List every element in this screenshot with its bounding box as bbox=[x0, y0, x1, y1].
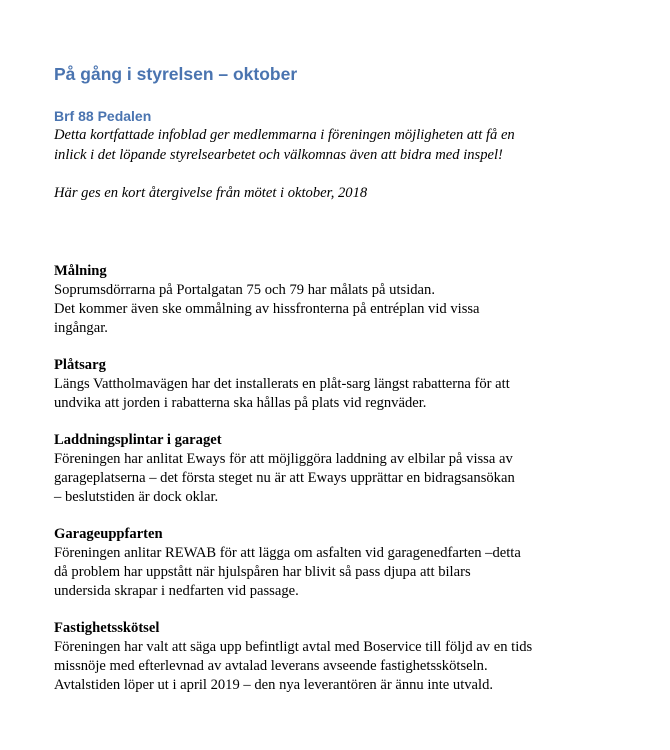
section-heading: Garageuppfarten bbox=[54, 525, 163, 542]
section-heading: Laddningsplintar i garaget bbox=[54, 431, 222, 448]
section-heading: Målning bbox=[54, 262, 107, 279]
section-laddningsplintar bbox=[54, 431, 634, 507]
section-body: Föreningen har anlitat Eways för att möjliggöra laddning av elbilar på vissa av garageplatserna – det första steget nu är att Eways upprättar en bidragsansökan – beslutstiden är dock oklar. bbox=[54, 450, 515, 505]
section-fastighetsskotsel bbox=[54, 619, 634, 695]
section-heading: Fastighetsskötsel bbox=[54, 619, 160, 636]
section-body: Föreningen har valt att säga upp befintligt avtal med Boservice till följd av en tids missnöje med efterlevnad av avtalad leverans avseende fastighetsskötseln. Avtalstiden löper ut i april 2019 – den nya leverantören är ännu inte utvald. bbox=[54, 638, 533, 693]
page-title: På gång i styrelsen – oktober bbox=[54, 64, 298, 84]
document-page bbox=[54, 62, 634, 713]
section-body: Föreningen anlitar REWAB för att lägga om asfalten vid garagenedfarten –detta då problem har uppstått när hjulspåren har blivit så pass djupa att bilars undersida skrapar i nedfarten vid passage. bbox=[54, 544, 521, 599]
section-garageuppfarten bbox=[54, 525, 634, 601]
section-heading: Plåtsarg bbox=[54, 356, 106, 373]
intro-text: Detta kortfattade infoblad ger medlemmarna i föreningen möjligheten att få en inlick i det löpande styrelsearbetet och välkomnas även att bidra med inspel! bbox=[54, 127, 515, 163]
section-platsarg bbox=[54, 356, 634, 413]
section-body: Längs Vattholmavägen har det installerats en plåt-sarg längst rabatterna för att undvika att jorden i rabatterna ska hållas på plats vid regnväder. bbox=[54, 375, 510, 411]
meeting-note: Här ges en kort återgivelse från mötet i oktober, 2018 bbox=[54, 185, 368, 201]
organization-name: Brf 88 Pedalen bbox=[54, 108, 152, 124]
sections-list bbox=[54, 262, 634, 695]
section-body: Soprumsdörrarna på Portalgatan 75 och 79 har målats på utsidan. Det kommer även ske ommålning av hissfronterna på entréplan vid vissa ingångar. bbox=[54, 281, 480, 336]
section-malning bbox=[54, 262, 634, 338]
